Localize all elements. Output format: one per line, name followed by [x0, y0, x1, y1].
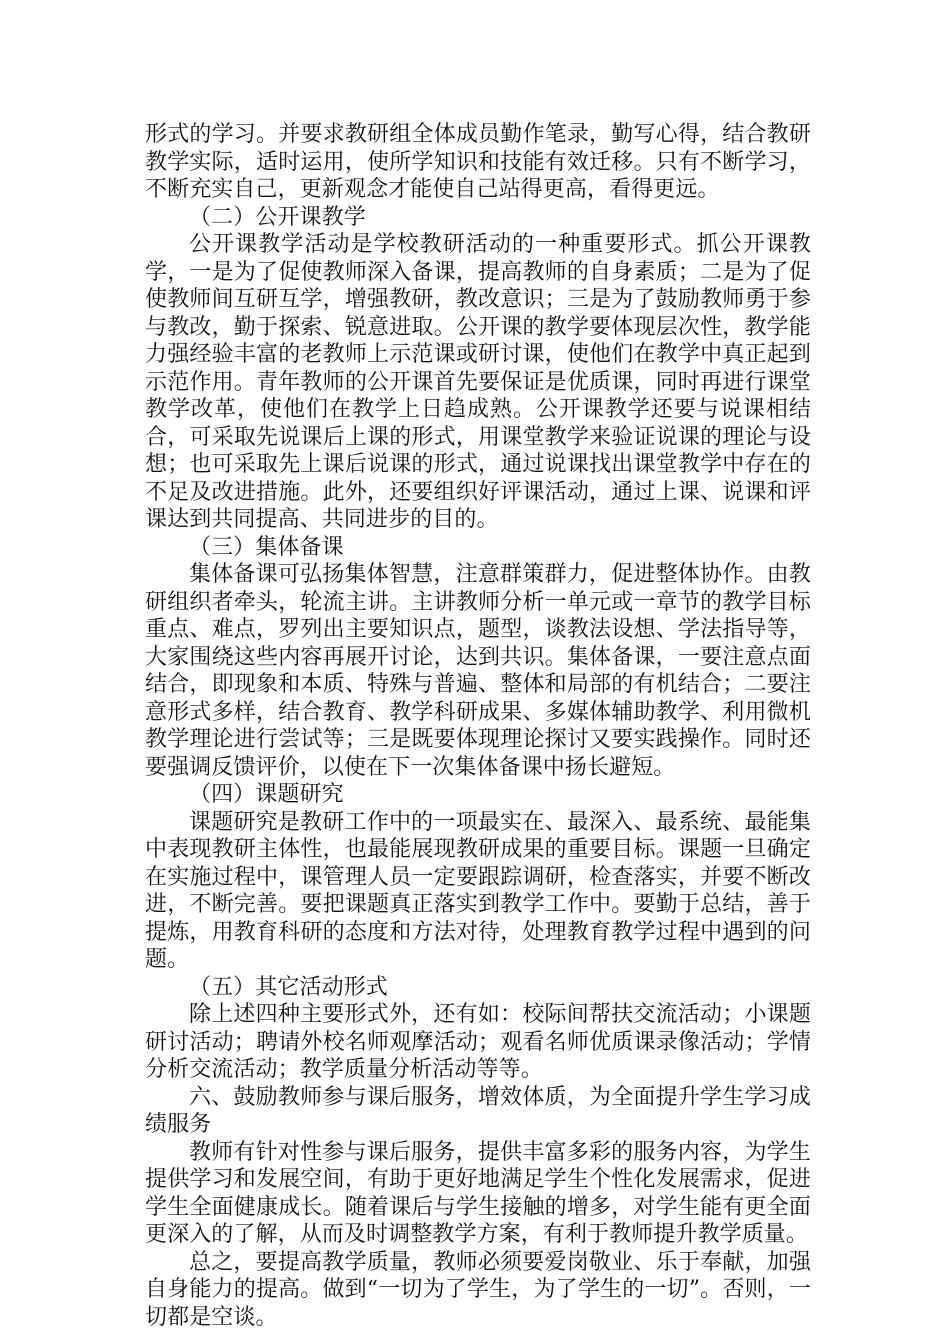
- heading-collective-lesson-prep: （三）集体备课: [189, 534, 344, 560]
- paragraph-conclusion: 总之，要提高教学质量，教师必须要爱岗敬业、乐于奉献，加强自身能力的提高。做到“一切为了学生，为了学生的一切”。否则，一切都是空谈。: [145, 1249, 811, 1330]
- paragraph-other-activities: 除上述四种主要形式外，还有如：校际间帮扶交流活动；小课题研讨活动；聘请外校名师观摩活动；观看名师优质课录像活动；学情分析交流活动；教学质量分析活动等等。: [145, 1002, 811, 1082]
- heading-other-activities: （五）其它活动形式: [189, 974, 388, 1000]
- heading-open-class-teaching: （二）公开课教学: [189, 204, 366, 230]
- heading-topic-research: （四）课题研究: [189, 782, 344, 807]
- paragraph-collective-lesson-prep: 集体备课可弘扬集体智慧，注意群策群力，促进整体协作。由教研组织者牵头，轮流主讲。主讲教师分析一单元或一章节的教学目标重点、难点，罗列出主要知识点，题型，谈教法设想、学法指导等，大家围绕这些内容再展开讨论，达到共识。集体备课，一要注意点面结合，即现象和本质、特殊与普遍、整体和局部的有机结合；二要注意形式多样，结合教育、教学科研成果、多媒体辅助教学、利用微机教学理论进行尝试等；三是既要体现理论探讨又要实践操作。同时还要强调反馈评价，以使在下一次集体备课中扬长避短。: [145, 562, 811, 780]
- paragraph-topic-research: 课题研究是教研工作中的一项最实在、最深入、最系统、最能集中表现教研主体性，也最能展现教研成果的重要目标。课题一旦确定在实施过程中，课管理人员一定要跟踪调研，检查落实，并要不断改进，不断完善。要把课题真正落实到教学工作中。要勤于总结，善于提炼，用教育科研的态度和方法对待，处理教育教学过程中遇到的问题。: [145, 809, 811, 972]
- paragraph-after-school-service: 教师有针对性参与课后服务，提供丰富多彩的服务内容，为学生提供学习和发展空间，有助于更好地满足学生个性化发展需求，促进学生全面健康成长。随着课后与学生接触的增多，对学生能有更全面更深入的了解，从而及时调整教学方案，有利于教师提升教学质量。: [145, 1139, 811, 1247]
- paragraph-open-class: 公开课教学活动是学校教研活动的一种重要形式。抓公开课教学，一是为了促使教师深入备课，提高教师的自身素质；二是为了促使教师间互研互学，增强教研，教改意识；三是为了鼓励教师勇于参与教改，勤于探索、锐意进取。公开课的教学要体现层次性，教学能力强经验丰富的老教师上示范课或研讨课，使他们在教学中真正起到示范作用。青年教师的公开课首先要保证是优质课，同时再进行课堂教学改革，使他们在教学上日趋成熟。公开课教学还要与说课相结合，可采取先说课后上课的形式，用课堂教学来验证说课的理论与设想；也可采取先上课后说课的形式，通过说课找出课堂教学中存在的不足及改进措施。此外，还要组织好评课活动，通过上课、说课和评课达到共同提高、共同进步的目的。: [145, 232, 811, 532]
- document-body: [145, 121, 811, 1331]
- paragraph-continuation: 形式的学习。并要求教研组全体成员勤作笔录，勤写心得，结合教研教学实际，适时运用，使所学知识和技能有效迁移。只有不断学习，不断充实自己，更新观念才能使自己站得更高，看得更远。: [145, 122, 811, 202]
- heading-after-school-service: 六、鼓励教师参与课后服务，增效体质，为全面提升学生学习成绩服务: [145, 1084, 811, 1137]
